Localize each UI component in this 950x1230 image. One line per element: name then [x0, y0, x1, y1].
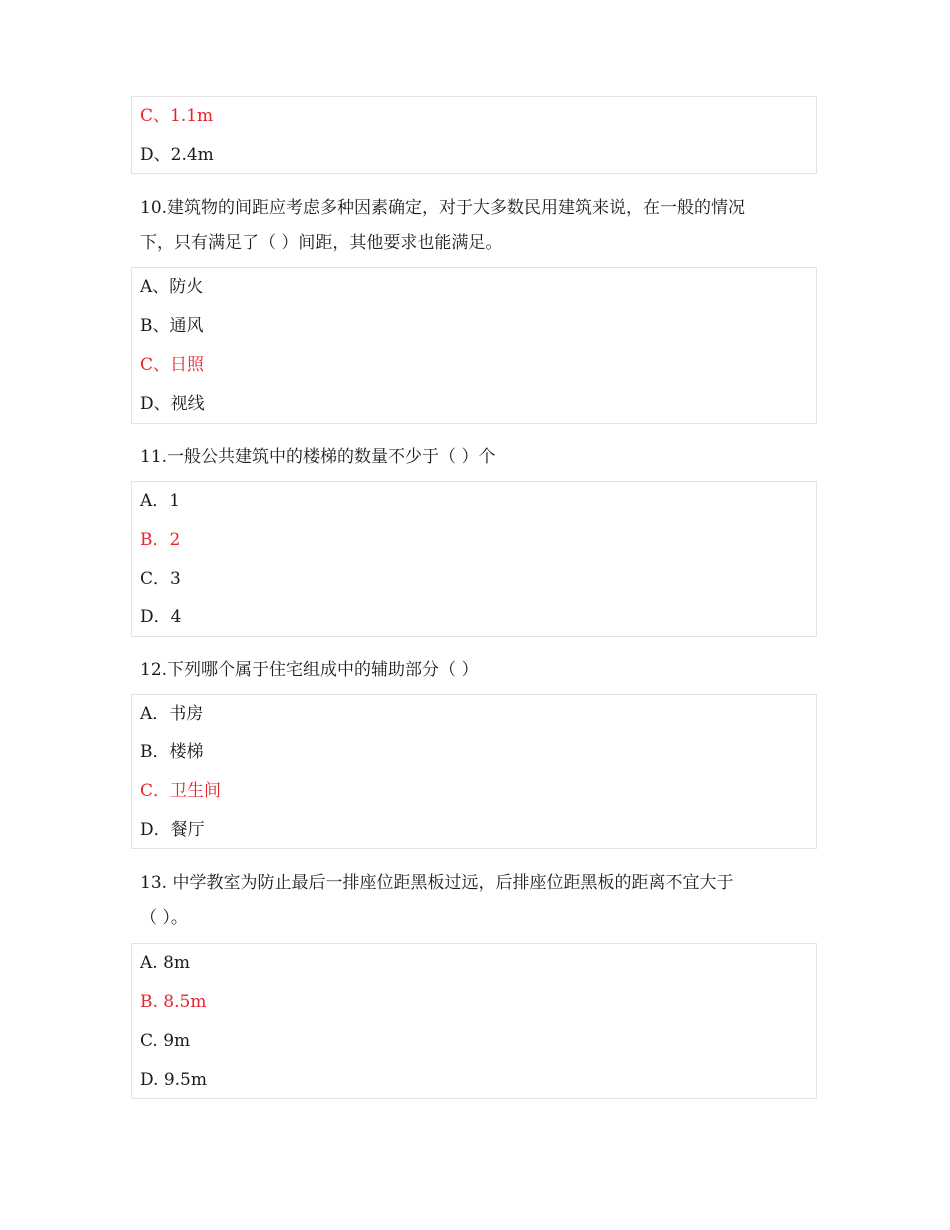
q11-option-d: D．4: [140, 607, 182, 627]
q12-options-box: [131, 694, 817, 849]
q11-option-b: B．2: [140, 530, 181, 550]
q9-option-d: D、2.4m: [140, 145, 214, 165]
q10-stem-line2: 下，只有满足了（ ）间距，其他要求也能满足。: [140, 233, 503, 253]
q9-option-c: C、1.1m: [140, 106, 214, 126]
q12-option-b: B．楼梯: [140, 742, 204, 762]
q12-option-c: C．卫生间: [140, 781, 222, 801]
q13-option-a: A. 8m: [140, 953, 191, 973]
q13-options-box: [131, 943, 817, 1099]
q11-option-c: C．3: [140, 569, 181, 589]
q13-stem-line2: （ ）。: [140, 908, 188, 928]
q11-option-a: A．1: [140, 491, 181, 511]
q13-stem-line1: 13. 中学教室为防止最后一排座位距黑板过远，后排座位距黑板的距离不宜大于: [140, 873, 734, 893]
q10-option-b: B、通风: [140, 316, 204, 336]
q9-options-box: [131, 96, 817, 174]
q13-option-c: C. 9m: [140, 1031, 191, 1051]
q12-option-d: D．餐厅: [140, 820, 205, 840]
q11-options-box: [131, 481, 817, 637]
q12-stem-line1: 12.下列哪个属于住宅组成中的辅助部分（ ）: [140, 660, 479, 680]
q11-stem-line1: 11.一般公共建筑中的楼梯的数量不少于（ ）个: [140, 447, 496, 467]
q13-option-d: D. 9.5m: [140, 1070, 207, 1090]
q13-option-b: B. 8.5m: [140, 992, 207, 1012]
q10-options-box: [131, 267, 817, 424]
q10-option-d: D、视线: [140, 394, 205, 414]
q10-option-c: C、日照: [140, 355, 205, 375]
q12-option-a: A．书房: [140, 704, 204, 724]
q10-option-a: A、防火: [140, 277, 204, 297]
q10-stem-line1: 10.建筑物的间距应考虑多种因素确定，对于大多数民用建筑来说，在一般的情况: [140, 198, 746, 218]
